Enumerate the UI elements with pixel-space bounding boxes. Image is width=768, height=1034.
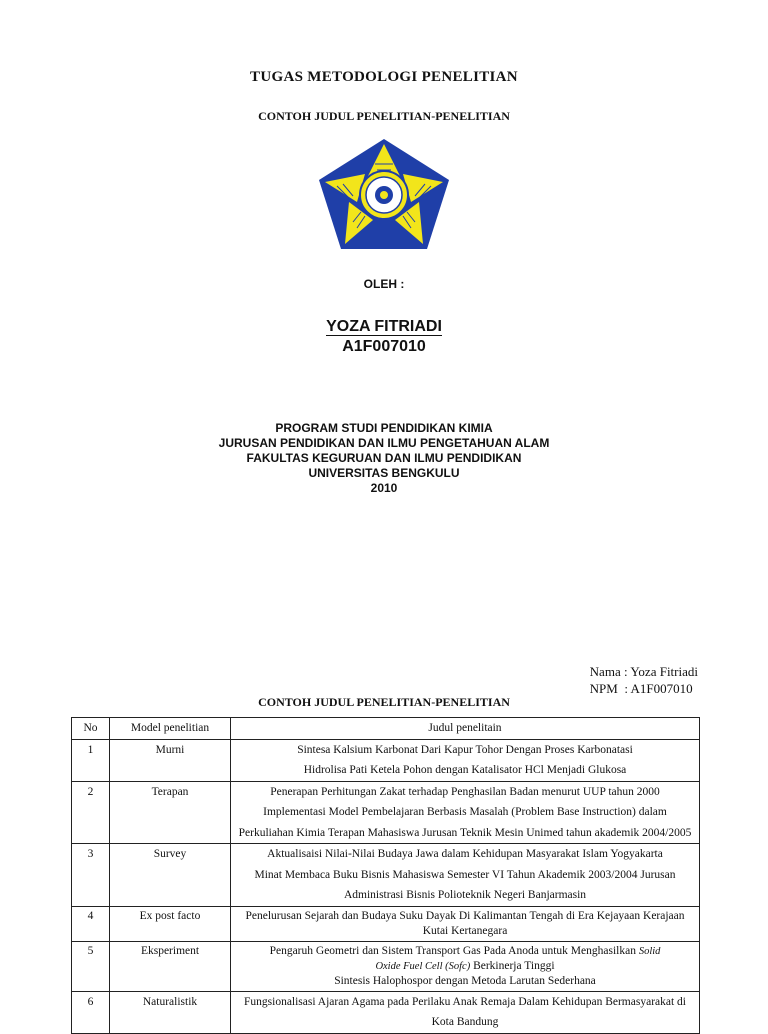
row-model: Ex post facto — [110, 906, 231, 941]
research-title: Minat Membaca Buku Bisnis Mahasiswa Semester VI Tahun Akademik 2003/2004 Jurusan — [254, 868, 676, 881]
table-row — [72, 739, 700, 781]
row-no: 4 — [72, 906, 110, 941]
research-title-continued: Oxide Fuel Cell (Sofc) Berkinerja Tinggi — [375, 959, 555, 972]
row-no: 2 — [72, 781, 110, 844]
author-npm: A1F007010 — [342, 338, 426, 355]
table-header-row — [72, 718, 700, 740]
institution-block — [0, 421, 768, 496]
program-line: PROGRAM STUDI PENDIDIKAN KIMIA — [275, 421, 493, 435]
row-no: 5 — [72, 941, 110, 991]
student-name: Nama : Yoza Fitriadi — [589, 664, 698, 679]
university-line: UNIVERSITAS BENGKULU — [308, 466, 460, 480]
document-subtitle: CONTOH JUDUL PENELITIAN-PENELITIAN — [258, 109, 510, 123]
row-titles — [231, 906, 700, 941]
research-title: Kota Bandung — [431, 1016, 499, 1028]
research-title: Sintesa Kalsium Karbonat Dari Kapur Tohor Dengan Proses Karbonatasi — [297, 743, 633, 756]
table-row — [72, 781, 700, 844]
row-no: 3 — [72, 844, 110, 907]
row-no: 6 — [72, 991, 110, 1033]
header-no: No — [72, 718, 110, 740]
document-title: TUGAS METODOLOGI PENELITIAN — [250, 69, 518, 85]
row-model: Survey — [110, 844, 231, 907]
row-titles — [231, 739, 700, 781]
by-label: OLEH : — [363, 277, 405, 291]
table-row — [72, 844, 700, 907]
year-line: 2010 — [370, 481, 398, 495]
research-title: Implementasi Model Pembelajaran Berbasis Masalah (Problem Base Instruction) dalam — [263, 806, 667, 818]
row-model: Naturalistik — [110, 991, 231, 1033]
research-title: Sintesis Halophospor dengan Metoda Larutan Sederhana — [334, 974, 596, 987]
table-row — [72, 991, 700, 1033]
table-row — [72, 906, 700, 941]
research-title: Kutai Kertanegara — [422, 924, 508, 937]
research-title: Aktualisaisi Nilai-Nilai Budaya Jawa dalam Kehidupan Masyarakat Islam Yogyakarta — [267, 848, 663, 860]
research-title: Pengaruh Geometri dan Sistem Transport Gas Pada Anoda untuk Menghasilkan Solid — [269, 944, 661, 957]
row-model: Terapan — [110, 781, 231, 844]
research-title: Hidrolisa Pati Ketela Pohon dengan Katalisator HCl Menjadi Glukosa — [303, 764, 627, 776]
university-logo — [315, 136, 453, 252]
row-no: 1 — [72, 739, 110, 781]
header-title: Judul penelitain — [231, 718, 700, 740]
department-line: JURUSAN PENDIDIKAN DAN ILMU PENGETAHUAN ALAM — [218, 436, 550, 450]
research-title: Penelurusan Sejarah dan Budaya Suku Dayak Di Kalimantan Tengah di Era Kejayaan Kerajaan — [245, 909, 685, 922]
research-title-table — [71, 717, 700, 1034]
row-titles — [231, 991, 700, 1033]
table-row — [72, 941, 700, 991]
row-titles — [231, 844, 700, 907]
research-title: Fungsionalisasi Ajaran Agama pada Perilaku Anak Remaja Dalam Kehidupan Bermasyarakat di — [244, 995, 686, 1008]
student-info — [590, 663, 698, 697]
row-titles — [231, 941, 700, 991]
research-title: Penerapan Perhitungan Zakat terhadap Penghasilan Badan menurut UUP tahun 2000 — [270, 785, 660, 798]
row-model: Murni — [110, 739, 231, 781]
row-titles — [231, 781, 700, 844]
row-model: Eksperiment — [110, 941, 231, 991]
header-model: Model penelitian — [110, 718, 231, 740]
research-title: Administrasi Bisnis Polioteknik Negeri Banjarmasin — [343, 889, 587, 901]
author-name: YOZA FITRIADI — [326, 318, 442, 335]
student-npm: NPM : A1F007010 — [589, 681, 693, 696]
faculty-line: FAKULTAS KEGURUAN DAN ILMU PENDIDIKAN — [246, 451, 522, 465]
research-title: Perkuliahan Kimia Terapan Mahasiswa Jurusan Teknik Mesin Unimed tahun akademik 2004/2005 — [238, 826, 692, 839]
table-title: CONTOH JUDUL PENELITIAN-PENELITIAN — [258, 695, 510, 709]
